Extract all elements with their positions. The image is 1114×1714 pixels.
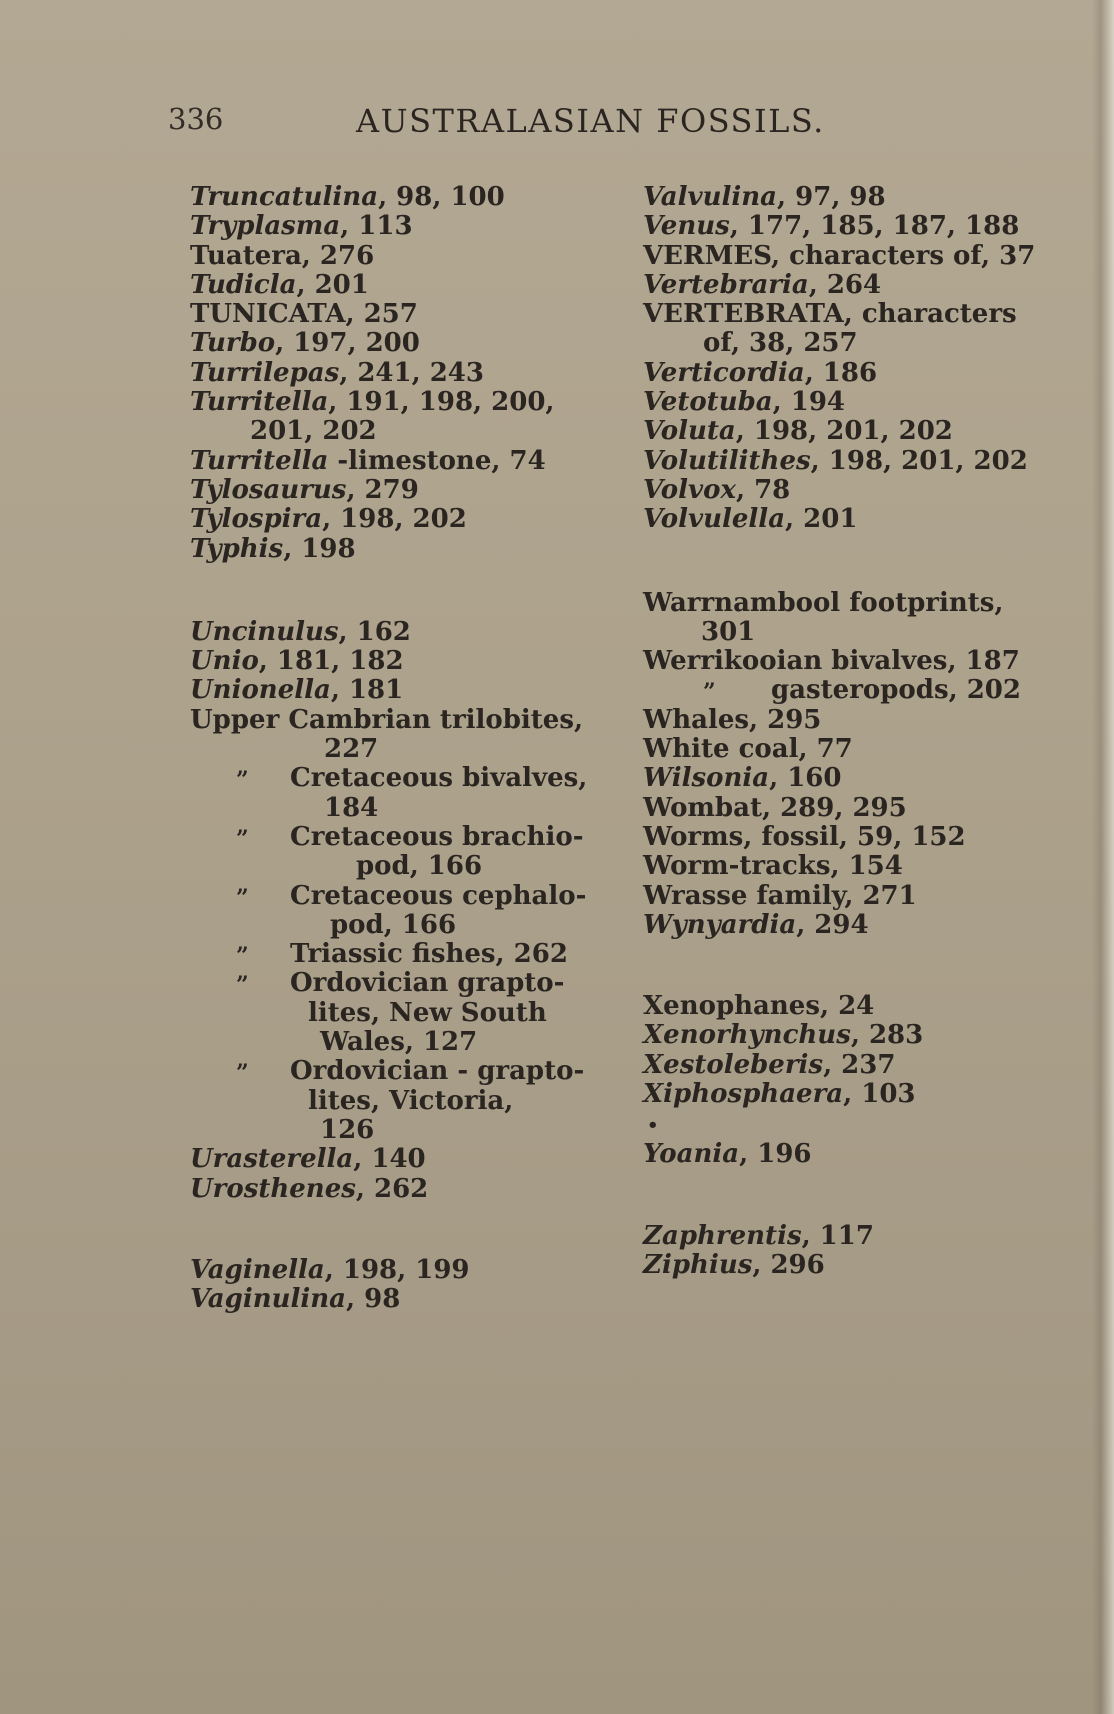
index-section-v-continued bbox=[190, 1256, 580, 1315]
index-entry: Tryplasma, 113 bbox=[190, 211, 413, 242]
running-title: AUSTRALASIAN FOSSILS. bbox=[356, 102, 825, 140]
index-entry: Urosthenes, 262 bbox=[190, 1173, 429, 1204]
index-section-t bbox=[190, 183, 580, 564]
index-entry-continuation: 227 bbox=[324, 734, 379, 765]
index-column-left bbox=[190, 182, 588, 1315]
ditto-mark: ” bbox=[236, 1060, 249, 1087]
index-entry: Ziphius, 296 bbox=[643, 1249, 825, 1280]
index-entry-continuation: 301 bbox=[701, 616, 756, 647]
index-entry: Unio, 181, 182 bbox=[190, 646, 404, 677]
index-entry: Werrikooian bivalves, 187 bbox=[643, 646, 1020, 677]
index-entry-continuation: lites, New South bbox=[308, 997, 547, 1028]
index-entry: Volvulella, 201 bbox=[643, 504, 858, 535]
index-entry: ” Cretaceous brachio- pod, 166 bbox=[236, 821, 584, 882]
index-entry: Vaginulina, 98 bbox=[190, 1284, 401, 1315]
section-separator-mark: • bbox=[647, 1115, 659, 1137]
index-entry: Yoania, 196 bbox=[643, 1139, 812, 1170]
index-entry: Urasterella, 140 bbox=[190, 1144, 426, 1175]
index-entry: Turrilepas, 241, 243 bbox=[190, 357, 484, 388]
index-entry: Turritella -limestone, 74 bbox=[190, 445, 546, 476]
ditto-mark: ” bbox=[236, 972, 249, 999]
index-entry: Tudicla, 201 bbox=[190, 269, 369, 300]
index-entry: Tylosaurus, 279 bbox=[190, 474, 419, 505]
page-edge bbox=[1092, 0, 1114, 1714]
index-entry: Venus, 177, 185, 187, 188 bbox=[643, 211, 1020, 242]
ditto-mark: ” bbox=[703, 679, 716, 706]
index-entry: Vaginella, 198, 199 bbox=[190, 1254, 470, 1285]
index-entry: ” Cretaceous bivalves, 184 bbox=[236, 763, 588, 823]
index-section-w bbox=[643, 589, 1033, 941]
index-entry: Unionella, 181 bbox=[190, 675, 404, 706]
index-entry: ” Triassic fishes, 262 bbox=[190, 940, 580, 969]
index-entry: Volutilithes, 198, 201, 202 bbox=[643, 445, 1028, 476]
index-section-y bbox=[643, 1140, 1033, 1169]
index-entry: Volvox, 78 bbox=[643, 474, 791, 505]
index-entry-continuation: 184 bbox=[324, 792, 379, 823]
index-entry: Wilsonia, 160 bbox=[643, 763, 842, 794]
page-number: 336 bbox=[168, 102, 224, 136]
index-section-x bbox=[643, 992, 1033, 1109]
index-entry-continuation: pod, 166 bbox=[356, 851, 483, 882]
index-entry: Valvulina, 97, 98 bbox=[643, 182, 886, 212]
index-entry: Turbo, 197, 200 bbox=[190, 328, 420, 359]
index-entry: ” Cretaceous cephalo- pod, 166 bbox=[236, 880, 587, 940]
index-entry: Vertebraria, 264 bbox=[643, 269, 882, 300]
index-entry: Tuatera, 276 bbox=[190, 240, 375, 271]
index-section-v bbox=[643, 182, 1036, 535]
index-entry: Xestoleberis, 237 bbox=[643, 1049, 896, 1080]
index-entry: Upper Cambrian trilobites, 227 bbox=[190, 704, 584, 765]
index-column-right bbox=[643, 182, 1036, 1280]
index-entry: Typhis, 198 bbox=[190, 533, 356, 564]
ditto-mark: ” bbox=[236, 825, 249, 852]
ditto-mark: ” bbox=[236, 943, 249, 970]
index-entry-continuation: of, 38, 257 bbox=[703, 328, 858, 359]
index-entry: Turritella, 191, 198, 200, 201, 202 bbox=[190, 388, 580, 447]
index-entry: Tylospira, 198, 202 bbox=[190, 504, 467, 535]
index-entry: Vetotuba, 194 bbox=[643, 387, 846, 418]
index-entry: ” Ordovician - grapto- lites, Victoria, 126 bbox=[236, 1056, 585, 1145]
index-entry-continuation: lites, Victoria, bbox=[308, 1085, 514, 1116]
index-section-u bbox=[190, 616, 588, 1204]
index-entry: Truncatulina, 98, 100 bbox=[190, 182, 505, 212]
index-entry: Voluta, 198, 201, 202 bbox=[643, 416, 953, 447]
index-entry: Wombat, 289, 295 bbox=[643, 792, 907, 823]
index-entry: VERTEBRATA, characters of, 38, 257 bbox=[643, 300, 1033, 359]
index-entry: Wrasse family, 271 bbox=[643, 880, 917, 911]
index-entry-continuation: pod, 166 bbox=[330, 909, 457, 940]
index-entry-continuation: 126 bbox=[320, 1114, 375, 1145]
index-entry-continuation: 201, 202 bbox=[250, 416, 377, 447]
index-entry: ” Ordovician grapto- lites, New South Wales, 127 bbox=[190, 969, 580, 1057]
index-entry: Warrnambool footprints, 301 bbox=[643, 589, 1033, 648]
ditto-mark: ” bbox=[236, 884, 249, 911]
index-entry: Zaphrentis, 117 bbox=[643, 1220, 874, 1251]
index-entry: ” gasteropods, 202 bbox=[643, 676, 1033, 705]
index-entry: Xiphosphaera, 103 bbox=[643, 1079, 916, 1110]
index-entry: TUNICATA, 257 bbox=[190, 299, 418, 330]
index-entry: Verticordia, 186 bbox=[643, 357, 878, 388]
index-entry: Xenophanes, 24 bbox=[643, 991, 875, 1022]
index-entry: Wynyardia, 294 bbox=[643, 909, 869, 940]
index-entry: Worm-tracks, 154 bbox=[643, 851, 903, 882]
index-entry-continuation: Wales, 127 bbox=[320, 1027, 478, 1058]
index-entry: VERMES, characters of, 37 bbox=[643, 240, 1036, 271]
index-entry: Whales, 295 bbox=[643, 704, 822, 735]
ditto-mark: ” bbox=[236, 767, 249, 794]
index-entry: Worms, fossil, 59, 152 bbox=[643, 821, 966, 852]
index-section-z bbox=[643, 1222, 1033, 1281]
index-entry: Uncinulus, 162 bbox=[190, 616, 411, 647]
index-entry: White coal, 77 bbox=[643, 734, 853, 765]
index-entry: Xenorhynchus, 283 bbox=[643, 1020, 924, 1051]
page-header bbox=[168, 102, 968, 146]
